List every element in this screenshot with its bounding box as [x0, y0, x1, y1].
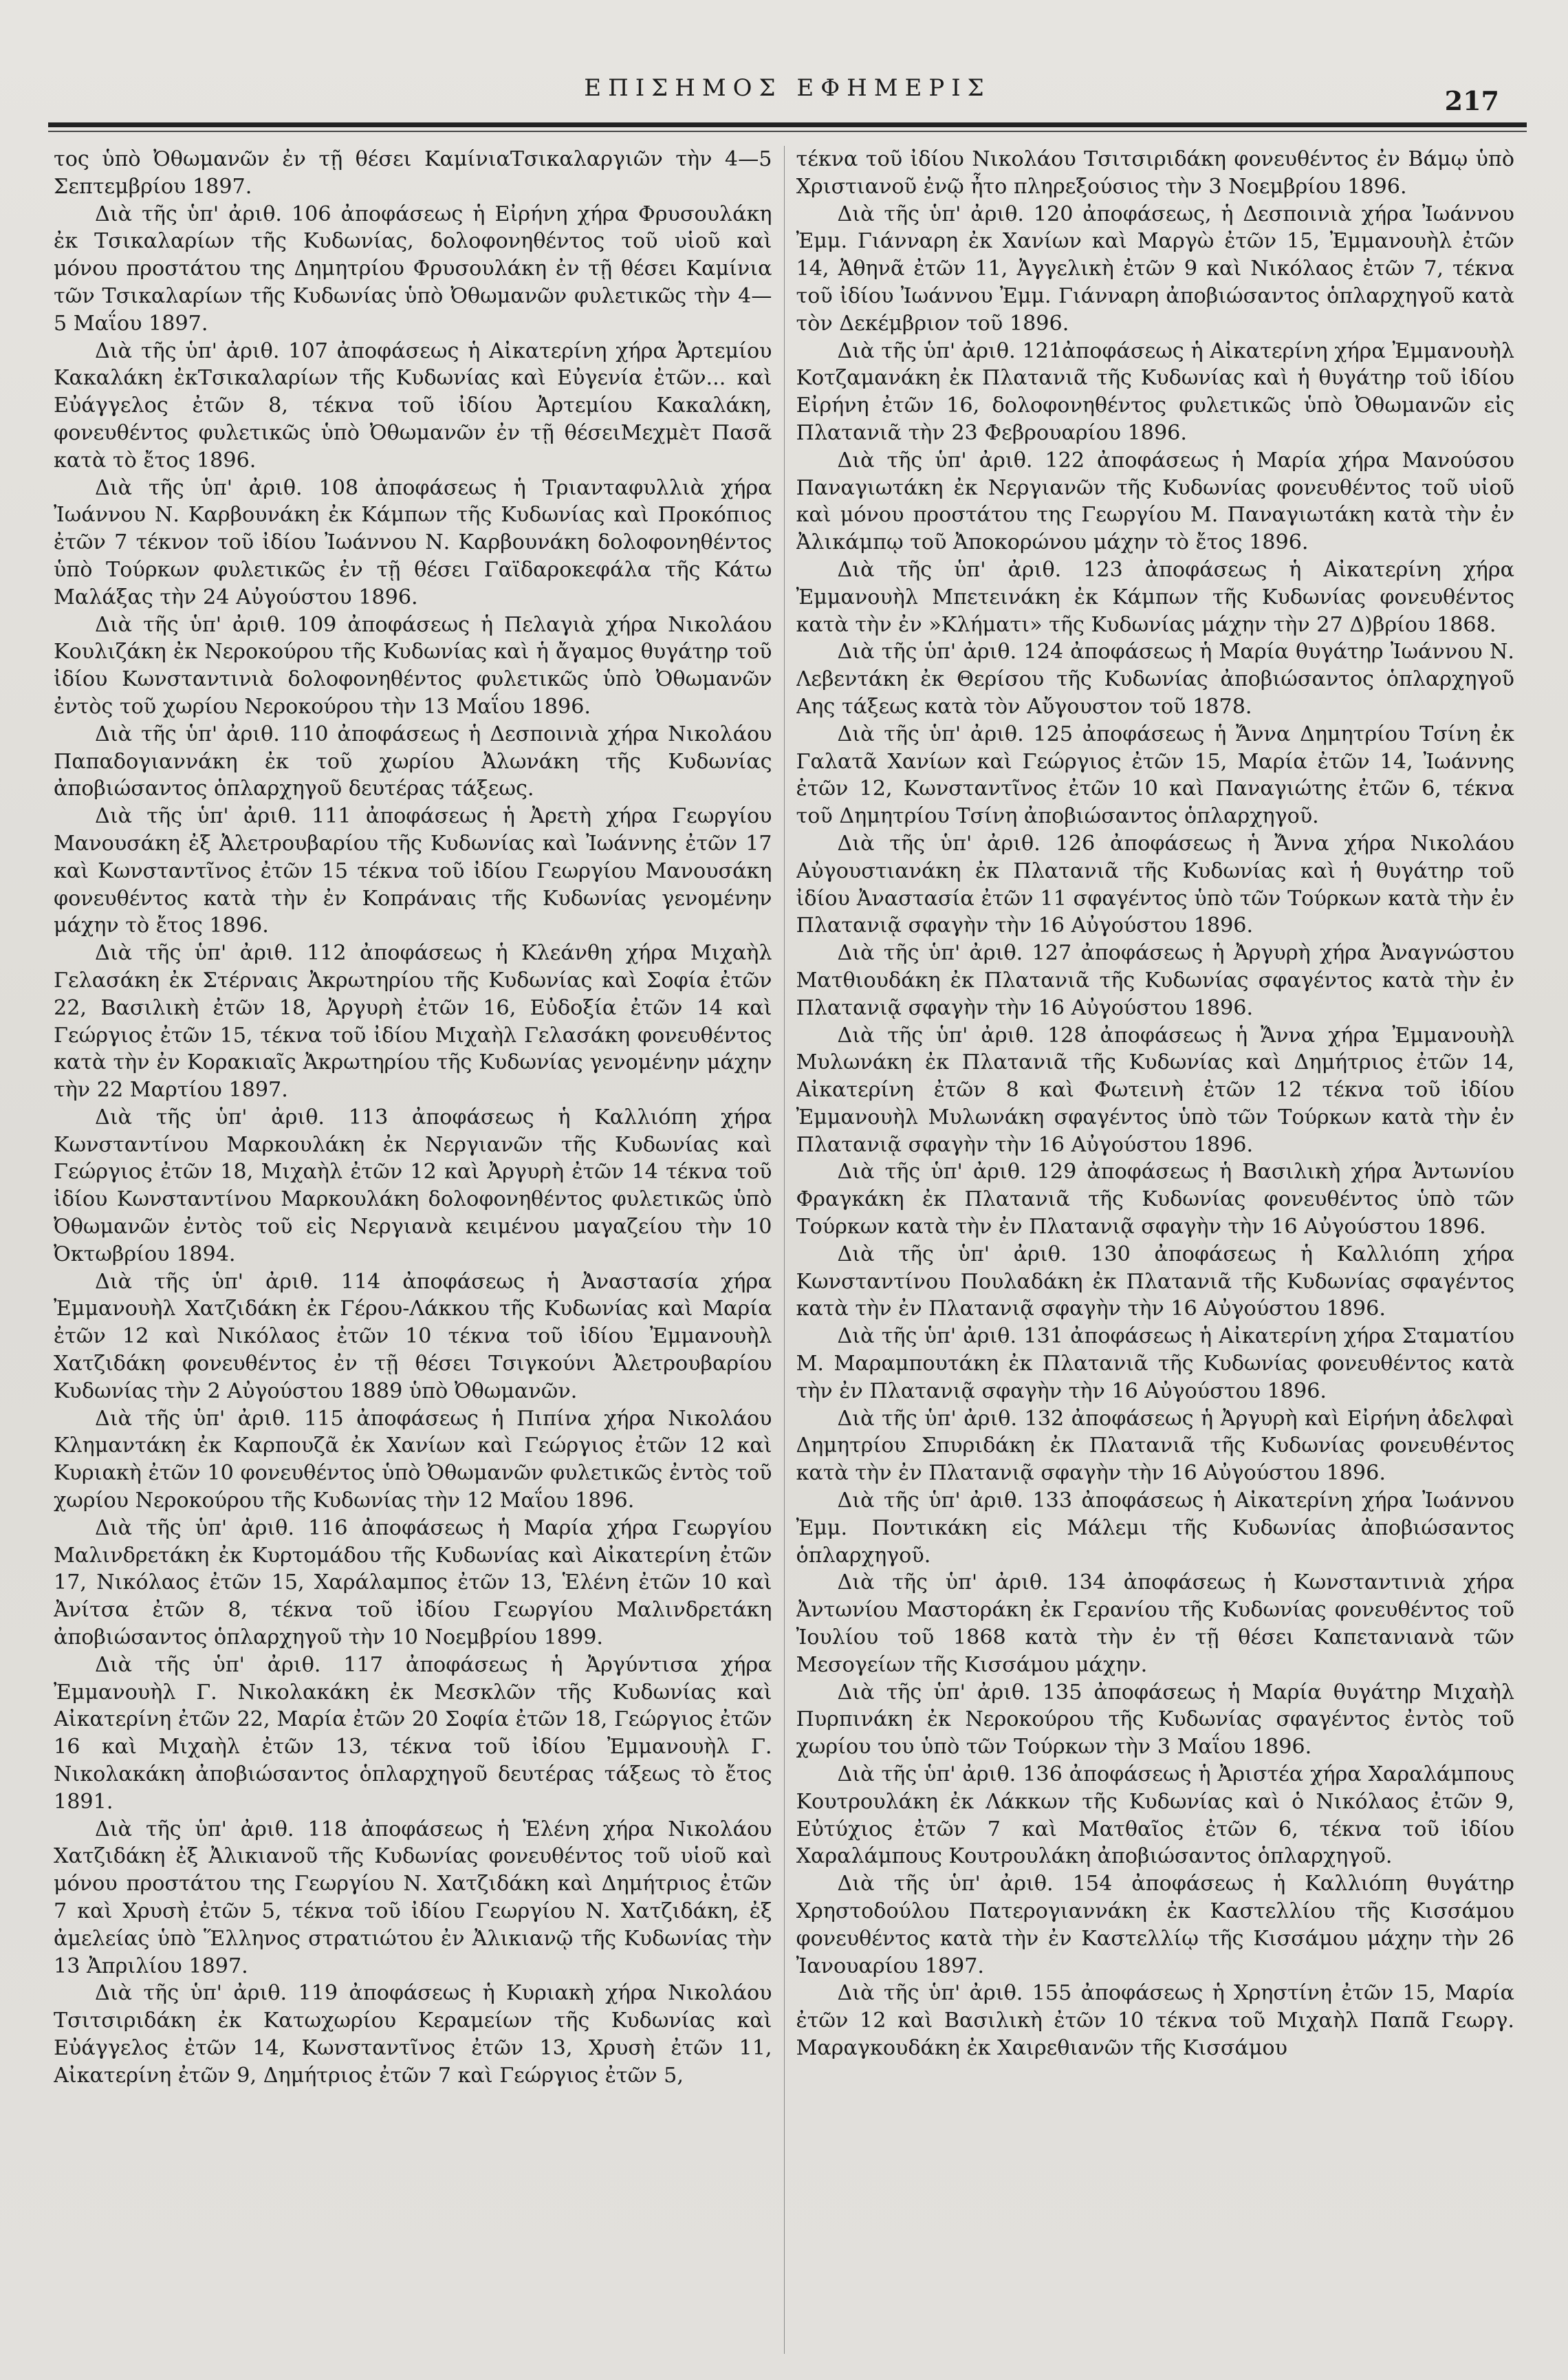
paragraph: τος ὑπὸ Ὀθωμανῶν ἐν τῇ θέσει ΚαμίνιαΤσικαλαργιῶν τὴν 4—5 Σεπτεμβρίου 1897.: [54, 147, 772, 199]
text-columns: [54, 146, 1514, 2354]
paragraph: Διὰ τῆς ὑπ' ἀριθ. 130 ἀποφάσεως ἡ Καλλιόπη χήρα Κωνσταντίνου Πουλαδάκη ἐκ Πλατανιᾶ τῆς Κυδωνίας σφαγέντος κατὰ τὴν ἐν Πλατανιᾷ σφαγὴν τὴν 16 Αὐγούστου 1896.: [796, 1242, 1514, 1321]
paragraph: Διὰ τῆς ὑπ' ἀριθ. 117 ἀποφάσεως ἡ Ἀργύντισα χήρα Ἐμμανουὴλ Γ. Νικολακάκη ἐκ Μεσκλῶν τῆς Κυδωνίας καὶ Αἰκατερίνη ἐτῶν 22, Μαρία ἐτῶν 20 Σοφία ἐτῶν 18, Γεώργιος ἐτῶν 16 καὶ Μιχαὴλ ἐτῶν 13, τέκνα τοῦ ἰδίου Ἐμμανουὴλ Γ. Νικολακάκη ἀποβιώσαντος ὁπλαρχηγοῦ δευτέρας τάξεως τὸ ἔτος 1891.: [54, 1652, 772, 1814]
paragraph: Διὰ τῆς ὑπ' ἀριθ. 131 ἀποφάσεως ἡ Αἰκατερίνη χήρα Σταματίου Μ. Μαραμπουτάκη ἐκ Πλατανιᾶ τῆς Κυδωνίας φονευθέντος κατὰ τὴν ἐν Πλατανιᾷ σφαγὴν τὴν 16 Αὐγούστου 1896.: [796, 1324, 1514, 1403]
paragraph: Διὰ τῆς ὑπ' ἀριθ. 124 ἀποφάσεως ἡ Μαρία θυγάτηρ Ἰωάννου Ν. Λεβεντάκη ἐκ Θερίσου τῆς Κυδωνίας ἀποβιώσαντος ὁπλαρχηγοῦ Αης τάξεως κατὰ τὸν Αὔγουστον τοῦ 1878.: [796, 640, 1514, 719]
paragraph: Διὰ τῆς ὑπ' ἀριθ. 108 ἀποφάσεως ἡ Τριανταφυλλιὰ χήρα Ἰωάννου Ν. Καρβουνάκη ἐκ Κάμπων τῆς Κυδωνίας καὶ Προκόπιος ἐτῶν 7 τέκνον τοῦ ἰδίου Ἰωάννου Ν. Καρβουνάκη δολοφονηθέντος ὑπὸ Τούρκων φυλετικῶς ἐν τῇ θέσει Γαϊδαροκεφάλα τῆς Κάτω Μαλάξας τὴν 24 Αὐγούστου 1896.: [54, 475, 772, 609]
paragraph: Διὰ τῆς ὑπ' ἀριθ. 125 ἀποφάσεως ἡ Ἄννα Δημητρίου Τσίνη ἐκ Γαλατᾶ Χανίων καὶ Γεώργιος ἐτῶν 15, Μαρία ἐτῶν 14, Ἰωάννης ἐτῶν 12, Κωνσταντῖνος ἐτῶν 10 καὶ Παναγιώτης ἐτῶν 6, τέκνα τοῦ Δημητρίου Τσίνη ἀποβιώσαντος ὁπλαρχηγοῦ.: [796, 722, 1514, 829]
right-column: [796, 146, 1515, 2354]
paragraph: Διὰ τῆς ὑπ' ἀριθ. 109 ἀποφάσεως ἡ Πελαγιὰ χήρα Νικολάου Κουλιζάκη ἐκ Νεροκούρου τῆς Κυδωνίας καὶ ἡ ἄγαμος θυγάτηρ τοῦ ἰδίου Κωνσταντινιὰ δολοφονηθέντος φυλετικῶς ὑπὸ Ὀθωμανῶν ἐντὸς τοῦ χωρίου Νεροκούρου τὴν 13 Μαΐου 1896.: [54, 612, 772, 719]
paragraph: Διὰ τῆς ὑπ' ἀριθ. 120 ἀποφάσεως, ἡ Δεσποινιὰ χήρα Ἰωάννου Ἐμμ. Γιάνναρη ἐκ Χανίων καὶ Μαργὼ ἐτῶν 15, Ἐμμανουὴλ ἐτῶν 14, Ἀθηνᾶ ἐτῶν 11, Ἀγγελικὴ ἐτῶν 9 καὶ Νικόλαος ἐτῶν 7, τέκνα τοῦ ἰδίου Ἰωάννου Ἐμμ. Γιάνναρη ἀποβιώσαντος ὁπλαρχηγοῦ κατὰ τὸν Δεκέμβριον τοῦ 1896.: [796, 202, 1514, 336]
paragraph: Διὰ τῆς ὑπ' ἀριθ. 110 ἀποφάσεως ἡ Δεσποινιὰ χήρα Νικολάου Παπαδογιαννάκη ἐκ τοῦ χωρίου Ἀλωνάκη τῆς Κυδωνίας ἀποβιώσαντος ὁπλαρχηγοῦ δευτέρας τάξεως.: [54, 722, 772, 801]
header-rule-thin: [48, 131, 1527, 132]
column-divider: [784, 146, 785, 2354]
paragraph: Διὰ τῆς ὑπ' ἀριθ. 114 ἀποφάσεως ἡ Ἀναστασία χήρα Ἐμμανουὴλ Χατζιδάκη ἐκ Γέρου-Λάκκου τῆς Κυδωνίας καὶ Μαρία ἐτῶν 12 καὶ Νικόλαος ἐτῶν 10 τέκνα τοῦ ἰδίου Ἐμμανουὴλ Χατζιδάκη φονευθέντος ἐν τῇ θέσει Τσιγκούνι Ἀλετρουβαρίου Κυδωνίας τὴν 2 Αὐγούστου 1889 ὑπὸ Ὀθωμανῶν.: [54, 1269, 772, 1403]
paragraph: Διὰ τῆς ὑπ' ἀριθ. 106 ἀποφάσεως ἡ Εἰρήνη χήρα Φρυσουλάκη ἐκ Τσικαλαρίων τῆς Κυδωνίας, δολοφονηθέντος τοῦ υἱοῦ καὶ μόνου προστάτου της Δημητρίου Φρυσουλάκη ἐν τῇ θέσει Καμίνια τῶν Τσικαλαρίων τῆς Κυδωνίας ὑπὸ Ὀθωμανῶν φυλετικῶς τὴν 4—5 Μαΐου 1897.: [54, 202, 772, 336]
paragraph: Διὰ τῆς ὑπ' ἀριθ. 113 ἀποφάσεως ἡ Καλλιόπη χήρα Κωνσταντίνου Μαρκουλάκη ἐκ Νεργιανῶν τῆς Κυδωνίας καὶ Γεώργιος ἐτῶν 18, Μιχαὴλ ἐτῶν 12 καὶ Ἀργυρὴ ἐτῶν 14 τέκνα τοῦ ἰδίου Κωνσταντίνου Μαρκουλάκη δολοφονηθέντος φυλετικῶς ὑπὸ Ὀθωμανῶν ἐντὸς τοῦ εἰς Νεργιανὰ κειμένου μαγαζείου τὴν 10 Ὀκτωβρίου 1894.: [54, 1105, 772, 1266]
paragraph: Διὰ τῆς ὑπ' ἀριθ. 135 ἀποφάσεως ἡ Μαρία θυγάτηρ Μιχαὴλ Πυρπινάκη ἐκ Νεροκούρου τῆς Κυδωνίας σφαγέντος ἐντὸς τοῦ χωρίου του ὑπὸ τῶν Τούρκων τὴν 3 Μαΐου 1896.: [796, 1680, 1514, 1760]
paragraph: Διὰ τῆς ὑπ' ἀριθ. 116 ἀποφάσεως ἡ Μαρία χήρα Γεωργίου Μαλινδρετάκη ἐκ Κυρτομάδου τῆς Κυδωνίας καὶ Αἰκατερίνη ἐτῶν 17, Νικόλαος ἐτῶν 15, Χαράλαμπος ἐτῶν 13, Ἑλένη ἐτῶν 10 καὶ Ἀνίτσα ἐτῶν 8, τέκνα τοῦ ἰδίου Γεωργίου Μαλινδρετάκη ἀποβιώσαντος ὁπλαρχηγοῦ τὴν 10 Νοεμβρίου 1899.: [54, 1515, 772, 1650]
header-rule-thick: [48, 122, 1527, 127]
paragraph: Διὰ τῆς ὑπ' ἀριθ. 126 ἀποφάσεως ἡ Ἄννα χήρα Νικολάου Αὐγουστιανάκη ἐκ Πλατανιᾶ τῆς Κυδωνίας καὶ ἡ θυγάτηρ τοῦ ἰδίου Ἀναστασία ἐτῶν 11 σφαγέντος ὑπὸ τῶν Τούρκων κατὰ τὴν ἐν Πλατανιᾷ σφαγὴν τὴν 16 Αὐγούστου 1896.: [796, 831, 1514, 938]
paragraph: Διὰ τῆς ὑπ' ἀριθ. 155 ἀποφάσεως ἡ Χρηστίνη ἐτῶν 15, Μαρία ἐτῶν 12 καὶ Βασιλικὴ ἐτῶν 10 τέκνα τοῦ Μιχαὴλ Παπᾶ Γεωργ. Μαραγκουδάκη ἐκ Χαιρεθιανῶν τῆς Κισσάμου: [796, 1981, 1514, 2060]
page-number: 217: [1444, 85, 1499, 116]
paragraph: Διὰ τῆς ὑπ' ἀριθ. 121ἀποφάσεως ἡ Αἰκατερίνη χήρα Ἐμμανουὴλ Κοτζαμανάκη ἐκ Πλατανιᾶ τῆς Κυδωνίας καὶ ἡ θυγάτηρ τοῦ ἰδίου Εἰρήνη ἐτῶν 16, δολοφονηθέντος φυλετικῶς ὑπὸ Ὀθωμανῶν εἰς Πλατανιᾶ τὴν 23 Φεβρουαρίου 1896.: [796, 338, 1514, 445]
paragraph: Διὰ τῆς ὑπ' ἀριθ. 122 ἀποφάσεως ἡ Μαρία χήρα Μανούσου Παναγιωτάκη ἐκ Νεργιανῶν τῆς Κυδωνίας φονευθέντος τοῦ υἱοῦ καὶ μόνου προστάτου της Γεωργίου Μ. Παναγιωτάκη κατὰ τὴν ἐν Ἀλικάμπῳ τοῦ Ἀποκορώνου μάχην τὸ ἔτος 1896.: [796, 448, 1514, 555]
paragraph: Διὰ τῆς ὑπ' ἀριθ. 134 ἀποφάσεως ἡ Κωνσταντινιὰ χήρα Ἀντωνίου Μαστοράκη ἐκ Γερανίου τῆς Κυδωνίας φονευθέντος τοῦ Ἰουλίου τοῦ 1868 κατὰ τὴν ἐν τῇ θέσει Καπετανιανὰ τῶν Μεσογείων τῆς Κισσάμου μάχην.: [796, 1570, 1514, 1677]
paragraph: Διὰ τῆς ὑπ' ἀριθ. 107 ἀποφάσεως ἡ Αἰκατερίνη χήρα Ἀρτεμίου Κακαλάκη ἐκΤσικαλαρίων τῆς Κυδωνίας καὶ Εὐγενία ἐτῶν... καὶ Εὐάγγελος ἐτῶν 8, τέκνα τοῦ ἰδίου Ἀρτεμίου Κακαλάκη, φονευθέντος φυλετικῶς ὑπὸ Ὀθωμανῶν ἐν τῇ θέσειΜεχμὲτ Πασᾶ κατὰ τὸ ἔτος 1896.: [54, 338, 772, 473]
paragraph: Διὰ τῆς ὑπ' ἀριθ. 112 ἀποφάσεως ἡ Κλεάνθη χήρα Μιχαὴλ Γελασάκη ἐκ Στέρναις Ἀκρωτηρίου τῆς Κυδωνίας καὶ Σοφία ἐτῶν 22, Βασιλικὴ ἐτῶν 18, Ἀργυρὴ ἐτῶν 16, Εὐδοξία ἐτῶν 14 καὶ Γεώργιος ἐτῶν 15, τέκνα τοῦ ἰδίου Μιχαὴλ Γελασάκη φονευθέντος κατὰ τὴν ἐν Κορακιαῖς Ἀκρωτηρίου τῆς Κυδωνίας γενομένην μάχην τὴν 22 Μαρτίου 1897.: [54, 941, 772, 1103]
paragraph: Διὰ τῆς ὑπ' ἀριθ. 133 ἀποφάσεως ἡ Αἰκατερίνη χήρα Ἰωάννου Ἐμμ. Ποντικάκη εἰς Μάλεμι τῆς Κυδωνίας ἀποβιώσαντος ὁπλαρχηγοῦ.: [796, 1489, 1514, 1568]
paragraph: Διὰ τῆς ὑπ' ἀριθ. 154 ἀποφάσεως ἡ Καλλιόπη θυγάτηρ Χρηστοδούλου Πατερογιαννάκη ἐκ Καστελλίου τῆς Κισσάμου φονευθέντος κατὰ τὴν ἐν Καστελλίῳ τῆς Κισσάμου μάχην τὴν 26 Ἰανουαρίου 1897.: [796, 1872, 1514, 1978]
paragraph: Διὰ τῆς ὑπ' ἀριθ. 136 ἀποφάσεως ἡ Ἀριστέα χήρα Χαραλάμπους Κουτρουλάκη ἐκ Λάκκων τῆς Κυδωνίας καὶ ὁ Νικόλαος ἐτῶν 9, Εὐτύχιος ἐτῶν 7 καὶ Ματθαῖος ἐτῶν 6, τέκνα τοῦ ἰδίου Χαραλάμπους Κουτρουλάκη ἀποβιώσαντος ὁπλαρχηγοῦ.: [796, 1762, 1514, 1869]
header-title: ΕΠΙΣΗΜΟΣ ΕΦΗΜΕΡΙΣ: [584, 74, 991, 102]
paragraph: Διὰ τῆς ὑπ' ἀριθ. 111 ἀποφάσεως ἡ Ἀρετὴ χήρα Γεωργίου Μανουσάκη ἐξ Ἀλετρουβαρίου τῆς Κυδωνίας καὶ Ἰωάννης ἐτῶν 17 καὶ Κωνσταντῖνος ἐτῶν 15 τέκνα τοῦ ἰδίου Γεωργίου Μανουσάκη φονευθέντος κατὰ τὴν ἐν Κοπράναις τῆς Κυδωνίας γενομένην μάχην τὸ ἔτος 1896.: [54, 804, 772, 938]
paragraph: Διὰ τῆς ὑπ' ἀριθ. 127 ἀποφάσεως ἡ Ἀργυρὴ χήρα Ἀναγνώστου Ματθιουδάκη ἐκ Πλατανιᾶ τῆς Κυδωνίας σφαγέντος κατὰ τὴν ἐν Πλατανιᾷ σφαγὴν τὴν 16 Αὐγούστου 1896.: [796, 941, 1514, 1020]
paragraph: Διὰ τῆς ὑπ' ἀριθ. 129 ἀποφάσεως ἡ Βασιλικὴ χήρα Ἀντωνίου Φραγκάκη ἐκ Πλατανιᾶ τῆς Κυδωνίας φονευθέντος ὑπὸ τῶν Τούρκων κατὰ τὴν ἐν Πλατανιᾷ σφαγὴν τὴν 16 Αὐγούστου 1896.: [796, 1160, 1514, 1240]
paragraph: Διὰ τῆς ὑπ' ἀριθ. 115 ἀποφάσεως ἡ Πιπίνα χήρα Νικολάου Κλημαντάκη ἐκ Καρπουζᾶ ἐκ Χανίων καὶ Γεώργιος ἐτῶν 12 καὶ Κυριακὴ ἐτῶν 10 φονευθέντος ὑπὸ Ὀθωμανῶν φυλετικῶς ἐντὸς τοῦ χωρίου Νεροκούρου τῆς Κυδωνίας τὴν 12 Μαΐου 1896.: [54, 1406, 772, 1513]
paragraph: τέκνα τοῦ ἰδίου Νικολάου Τσιτσιριδάκη φονευθέντος ἐν Βάμῳ ὑπὸ Χριστιανοῦ ἐνῷ ἦτο πληρεξούσιος τὴν 3 Νοεμβρίου 1896.: [796, 147, 1514, 199]
paragraph: Διὰ τῆς ὑπ' ἀριθ. 132 ἀποφάσεως ἡ Ἀργυρὴ καὶ Εἰρήνη ἀδελφαὶ Δημητρίου Σπυριδάκη ἐκ Πλατανιᾶ τῆς Κυδωνίας φονευθέντος κατὰ τὴν ἐν Πλατανιᾷ σφαγὴν τὴν 16 Αὐγούστου 1896.: [796, 1406, 1514, 1486]
page-header: [48, 69, 1527, 117]
paragraph: Διὰ τῆς ὑπ' ἀριθ. 123 ἀποφάσεως ἡ Αἰκατερίνη χήρα Ἐμμανουὴλ Μπετεινάκη ἐκ Κάμπων τῆς Κυδωνίας φονευθέντος κατὰ τὴν ἐν »Κλήματι» τῆς Κυδωνίας μάχην τὴν 27 Δ)βρίου 1868.: [796, 557, 1514, 637]
paragraph: Διὰ τῆς ὑπ' ἀριθ. 119 ἀποφάσεως ἡ Κυριακὴ χήρα Νικολάου Τσιτσιριδάκη ἐκ Κατωχωρίου Κεραμείων τῆς Κυδωνίας καὶ Εὐάγγελος ἐτῶν 14, Κωνσταντῖνος ἐτῶν 13, Χρυσὴ ἐτῶν 11, Αἰκατερίνη ἐτῶν 9, Δημήτριος ἐτῶν 7 καὶ Γεώργιος ἐτῶν 5,: [54, 1981, 772, 2088]
paragraph: Διὰ τῆς ὑπ' ἀριθ. 118 ἀποφάσεως ἡ Ἑλένη χήρα Νικολάου Χατζιδάκη ἐξ Ἀλικιανοῦ τῆς Κυδωνίας φονευθέντος τοῦ υἱοῦ καὶ μόνου προστάτου της Γεωργίου Ν. Χατζιδάκη καὶ Δημήτριος ἐτῶν 7 καὶ Χρυσὴ ἐτῶν 5, τέκνα τοῦ ἰδίου Γεωργίου Ν. Χατζιδάκη, ἐξ ἀμελείας ὑπὸ Ἕλληνος στρατιώτου ἐν Ἀλικιανῷ τῆς Κυδωνίας τὴν 13 Ἀπριλίου 1897.: [54, 1817, 772, 1978]
left-column: [54, 146, 772, 2354]
paragraph: Διὰ τῆς ὑπ' ἀριθ. 128 ἀποφάσεως ἡ Ἄννα χήρα Ἐμμανουὴλ Μυλωνάκη ἐκ Πλατανιᾶ τῆς Κυδωνίας καὶ Δημήτριος ἐτῶν 14, Αἰκατερίνη ἐτῶν 8 καὶ Φωτεινὴ ἐτῶν 12 τέκνα τοῦ ἰδίου Ἐμμανουὴλ Μυλωνάκη σφαγέντος ὑπὸ τῶν Τούρκων κατὰ τὴν ἐν Πλατανιᾷ σφαγὴν τὴν 16 Αὐγούστου 1896.: [796, 1023, 1514, 1157]
